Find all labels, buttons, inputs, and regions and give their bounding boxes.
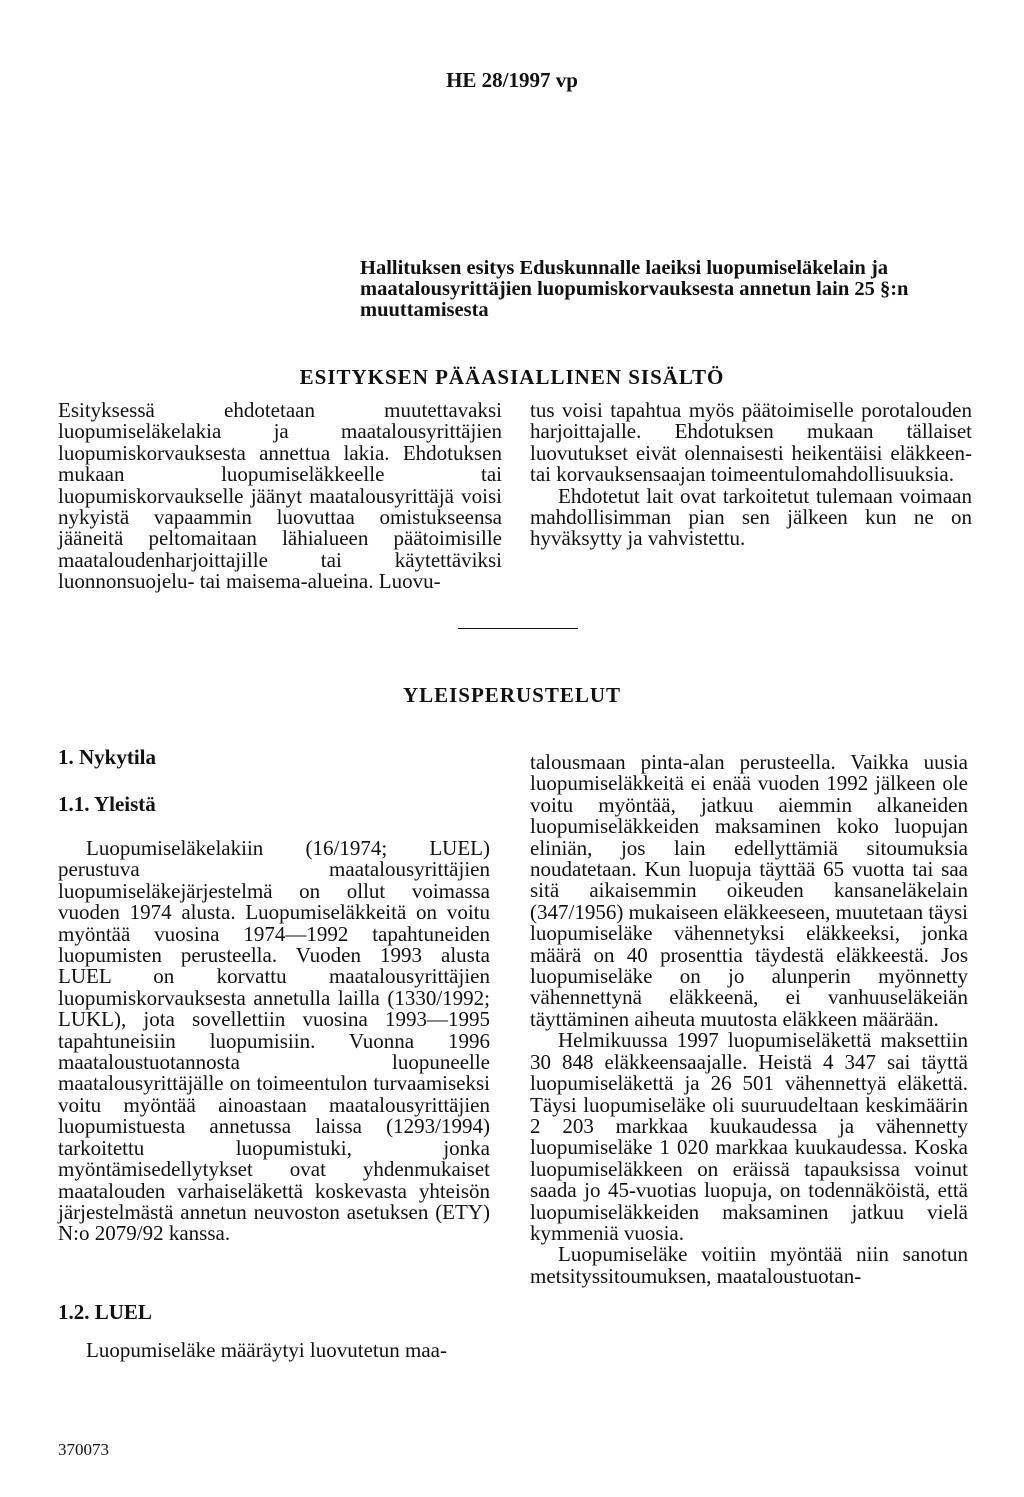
general-right-column [530,752,968,1287]
general-right-paragraph-1: talousmaan pinta-alan perusteella. Vaikka uusia luopumiseläkkeitä ei enää vuoden 1992 jälkeen ole voitu myöntää, jatkuu aiemmin alkaneiden luopumiseläkkeiden maksaminen koko luopujan eliniän, jos lain edellyttämiä sitoumuksia noudatetaan. Kun luopuja täyttää 65 vuotta tai saa sitä aikaisemmin oikeuden kansaneläkelain (347/1956) mukaiseen eläkkeeseen, muutetaan täysi luopumiseläke vähennetyksi eläkkeeksi, jonka määrä on 40 prosenttia täydestä eläkkeestä. Jos luopumiseläke on jo alunperin myönnetty vähennettynä eläkkeenä, ei vanhuuseläkeiän täyttäminen aiheuta muutosta eläkkeen määrään. [530,750,968,1031]
section-1-2-heading: 1.2. LUEL [58,1300,152,1324]
document-header: HE 28/1997 vp [446,68,578,92]
general-heading: YLEISPERUSTELUT [402,683,622,707]
section-1-1-heading: 1.1. Yleistä [58,792,156,816]
general-right-paragraph-2: Helmikuussa 1997 luopumiseläkettä maksettiin 30 848 eläkkeensaajalle. Heistä 4 347 sai täyttä luopumiseläkettä ja 26 501 vähennettyä eläkettä. Täysi luopumiseläke oli suuruudeltaan keskimäärin 2 203 markkaa kuukaudessa ja vähennetty luopumiseläke 1 020 markkaa kuukaudessa. Koska luopumiseläkkeen on eräissä tapauksissa voinut saada jo 45-vuotias luopuja, on todennäköistä, että luopumiseläkkeiden maksaminen jatkuu vielä kymmeniä vuosia. [530,1028,968,1245]
document-title: Hallituksen esitys Eduskunnalle laeiksi luopumiseläkelain ja maatalousyrittäjien luopumiskorvauksesta annetun lain 25 §:n muuttamisesta [360,257,909,321]
section-1-1-paragraph: Luopumiseläkelakiin (16/1974; LUEL) perustuva maatalousyrittäjien luopumiseläkejärjestelmä on ollut voimassa vuoden 1974 alusta. Luopumiseläkkeitä on voitu myöntää vuosina 1974—1992 tapahtuneiden luopumisten perusteella. Vuoden 1993 alusta LUEL on korvattu maatalousyrittäjien luopumiskorvauksesta annetulla lailla (1330/1992; LUKL), jota sovellettiin vuosina 1993—1995 tapahtuneisiin luopumisiin. Vuonna 1996 maataloustuotannosta luopuneelle maatalousyrittäjälle on toimeentulon turvaamiseksi voitu myöntää ainoastaan maatalousyrittäjien luopumistuesta annetussa laissa (1293/1994) tarkoitettu luopumistuki, jonka myöntämisedellytykset ovat yhdenmukaiset maatalouden varhaiseläkettä koskevasta yhteisön järjestelmästä annetun neuvoston asetuksen (ETY) N:o 2079/92 kanssa. [58,836,490,1246]
section-1-2-paragraph: Luopumiseläke määräytyi luovutetun maa- [86,1338,447,1362]
summary-right-column [530,400,972,550]
summary-heading: ESITYKSEN PÄÄASIALLINEN SISÄLTÖ [299,365,725,389]
document-code: 370073 [58,1440,109,1459]
section-divider [458,628,578,629]
section-1-heading: 1. Nykytila [58,745,157,769]
summary-left-paragraph: Esityksessä ehdotetaan muutettavaksi luopumiseläkelakia ja maatalousyrittäjien luopumiskorvauksesta annettua lakia. Ehdotuksen mukaan luopumiseläkkeelle tai luopumiskorvaukselle jäänyt maatalousyrittäjä voisi nykyistä vapaammin luovuttaa omistukseensa jääneitä peltomaitaan lähialueen päätoimisille maataloudenharjoittajille tai käytettäviksi luonnonsuojelu- tai maisema-alueina. Luovu- [58,398,502,594]
section-1-2-column [58,1340,490,1361]
summary-right-paragraph-2: Ehdotetut lait ovat tarkoitetut tulemaan voimaan mahdollisimman pian sen jälkeen kun ne on hyväksytty ja vahvistettu. [530,483,972,551]
summary-right-paragraph-1: tus voisi tapahtua myös päätoimiselle porotalouden harjoittajalle. Ehdotuksen mukaan tällaiset luovutukset eivät olennaisesti heikentäisi eläkkeen- tai korvauksensaajan toimeentulomahdollisuuksia. [530,398,972,487]
general-left-column [58,838,490,1245]
general-right-paragraph-3: Luopumiseläke voitiin myöntää niin sanotun metsityssitoumuksen, maataloustuotan- [530,1242,968,1288]
summary-left-column [58,400,502,593]
